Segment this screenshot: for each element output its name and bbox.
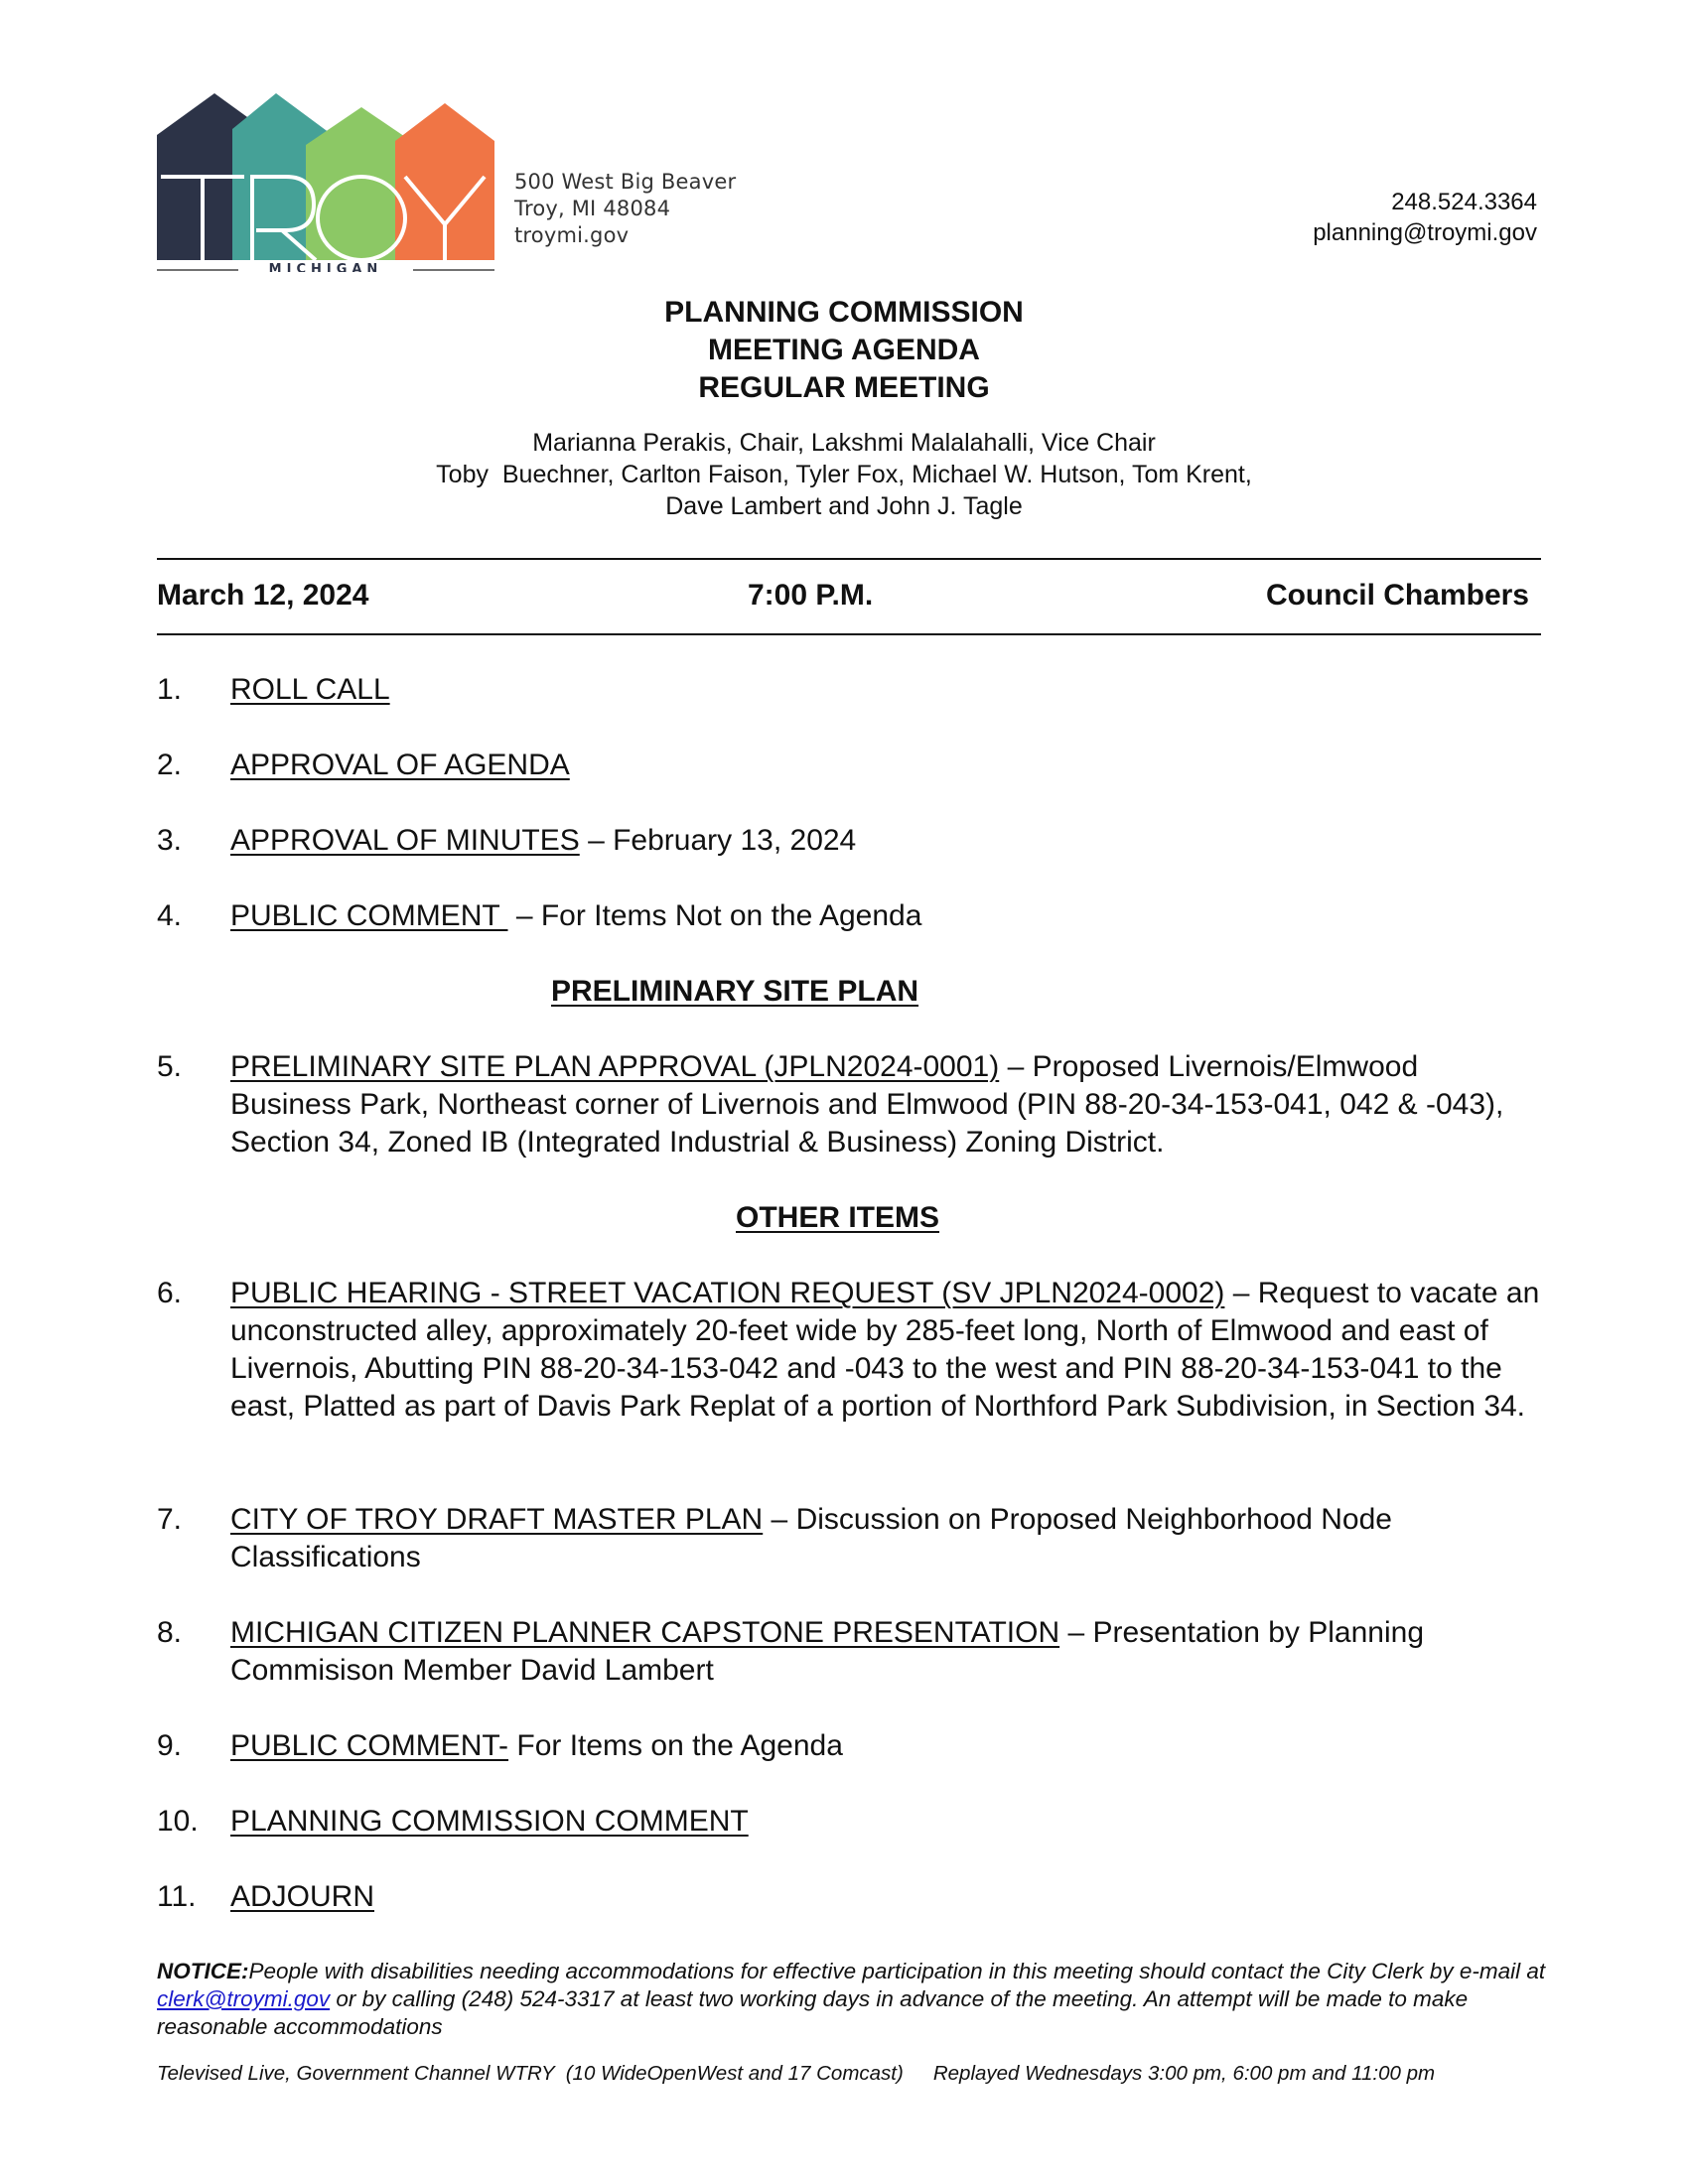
item-title: PRELIMINARY SITE PLAN APPROVAL (JPLN2024-0001)	[230, 1050, 1000, 1083]
item-number: 2.	[157, 749, 183, 781]
item-number: 9.	[157, 1729, 183, 1762]
agenda-item	[157, 822, 1541, 860]
item-number: 11.	[157, 1880, 197, 1913]
clerk-email-link[interactable]: clerk@troymi.gov	[157, 1986, 331, 2011]
section-heading-other: OTHER ITEMS	[736, 1201, 940, 1234]
notice-text-1: People with disabilities needing accommodations for effective participation in this meeting should contact the City Clerk by e-mail at	[248, 1959, 1546, 1983]
meeting-info-bar	[157, 576, 1529, 615]
item-title: CITY OF TROY DRAFT MASTER PLAN	[230, 1503, 764, 1536]
commission-members	[0, 427, 1688, 522]
item-number: 8.	[157, 1616, 183, 1649]
item-title: PUBLIC COMMENT	[230, 899, 508, 932]
notice-label: NOTICE:	[157, 1959, 249, 1983]
item-number: 5.	[157, 1050, 183, 1083]
item-detail: – Presentation by Planning Commisison Member David Lambert	[230, 1616, 1425, 1687]
logo-michigan-text: MICHIGAN	[268, 262, 383, 272]
bottom-rule	[157, 633, 1541, 635]
item-number: 1.	[157, 673, 183, 706]
item-number: 7.	[157, 1503, 183, 1536]
agenda-item	[157, 1048, 1547, 1161]
item-title: PLANNING COMMISSION COMMENT	[230, 1805, 749, 1838]
item-detail: – Request to vacate an unconstructed alley, approximately 20-feet wide by 285-feet long, North of Elmwood and east of Livernois, Abutting PIN 88-20-34-153-042 and -043 to the west and PIN 88-20-34-153-041 to the east, Platted as part of Davis Park Replat of a portion of Northford Park Subdivision, in Section 34.	[230, 1277, 1540, 1423]
agenda-title	[0, 294, 1688, 407]
agenda-item	[157, 1614, 1541, 1690]
contact-phone: 248.524.3364	[1391, 189, 1537, 215]
meeting-date: March 12, 2024	[157, 579, 369, 612]
agenda-item	[157, 1501, 1541, 1576]
address-website[interactable]: troymi.gov	[514, 223, 630, 247]
meeting-time: 7:00 P.M.	[748, 579, 874, 612]
televised-text: Televised Live, Government Channel WTRY (10 WideOpenWest and 17 Comcast)	[157, 2062, 904, 2085]
section-heading-preliminary: PRELIMINARY SITE PLAN	[551, 975, 919, 1008]
accessibility-notice	[157, 1958, 1547, 2041]
troy-logo	[157, 93, 494, 272]
address-street: 500 West Big Beaver	[514, 170, 737, 194]
item-title: PUBLIC COMMENT-	[230, 1729, 509, 1762]
item-title: ADJOURN	[230, 1880, 375, 1913]
meeting-location: Council Chambers	[1265, 579, 1529, 612]
broadcast-info	[157, 2060, 1435, 2088]
top-rule	[157, 558, 1541, 560]
members-line-1: Marianna Perakis, Chair, Lakshmi Malalahalli, Vice Chair	[532, 429, 1156, 457]
agenda-item	[157, 671, 1541, 709]
agenda-item	[157, 1803, 1541, 1841]
replayed-text: Replayed Wednesdays 3:00 pm, 6:00 pm and 11:00 pm	[932, 2062, 1436, 2085]
agenda-item	[157, 1727, 1541, 1765]
item-number: 4.	[157, 899, 183, 932]
item-number: 6.	[157, 1277, 183, 1309]
address-block	[514, 169, 736, 249]
members-line-3: Dave Lambert and John J. Tagle	[665, 492, 1023, 520]
item-number: 3.	[157, 824, 183, 857]
notice-text-2: or by calling (248) 524-3317 at least two working days in advance of the meeting. An attempt will be made to make reasonable accommodations	[157, 1986, 1469, 2039]
address-city: Troy, MI 48084	[514, 197, 671, 220]
agenda-item	[157, 897, 1541, 935]
item-title: PUBLIC HEARING - STREET VACATION REQUEST (SV JPLN2024-0002)	[230, 1277, 1225, 1309]
item-detail: For Items on the Agenda	[508, 1729, 843, 1762]
item-number: 10.	[157, 1805, 199, 1838]
item-detail: – For Items Not on the Agenda	[507, 899, 922, 932]
contact-email[interactable]: planning@troymi.gov	[1313, 219, 1537, 246]
agenda-item	[157, 1878, 1541, 1916]
item-title: MICHIGAN CITIZEN PLANNER CAPSTONE PRESENTATION	[230, 1616, 1060, 1649]
item-title: APPROVAL OF AGENDA	[230, 749, 570, 781]
item-detail: – Proposed Livernois/Elmwood Business Park, Northeast corner of Livernois and Elmwood (PIN 88-20-34-153-041, 042 & -043), Section 34, Zoned IB (Integrated Industrial & Business) Zoning District.	[230, 1050, 1504, 1159]
agenda-item	[157, 747, 1541, 784]
members-line-2: Toby Buechner, Carlton Faison, Tyler Fox, Michael W. Hutson, Tom Krent,	[436, 461, 1252, 488]
item-detail: – Discussion on Proposed Neighborhood Node Classifications	[230, 1503, 1392, 1573]
title-line-1: PLANNING COMMISSION	[664, 296, 1024, 329]
item-title: ROLL CALL	[230, 673, 390, 706]
title-line-3: REGULAR MEETING	[698, 371, 990, 404]
contact-block	[1313, 187, 1537, 248]
item-detail: – February 13, 2024	[579, 824, 857, 857]
item-title: APPROVAL OF MINUTES	[230, 824, 580, 857]
title-line-2: MEETING AGENDA	[708, 334, 980, 366]
agenda-item	[157, 1275, 1541, 1426]
